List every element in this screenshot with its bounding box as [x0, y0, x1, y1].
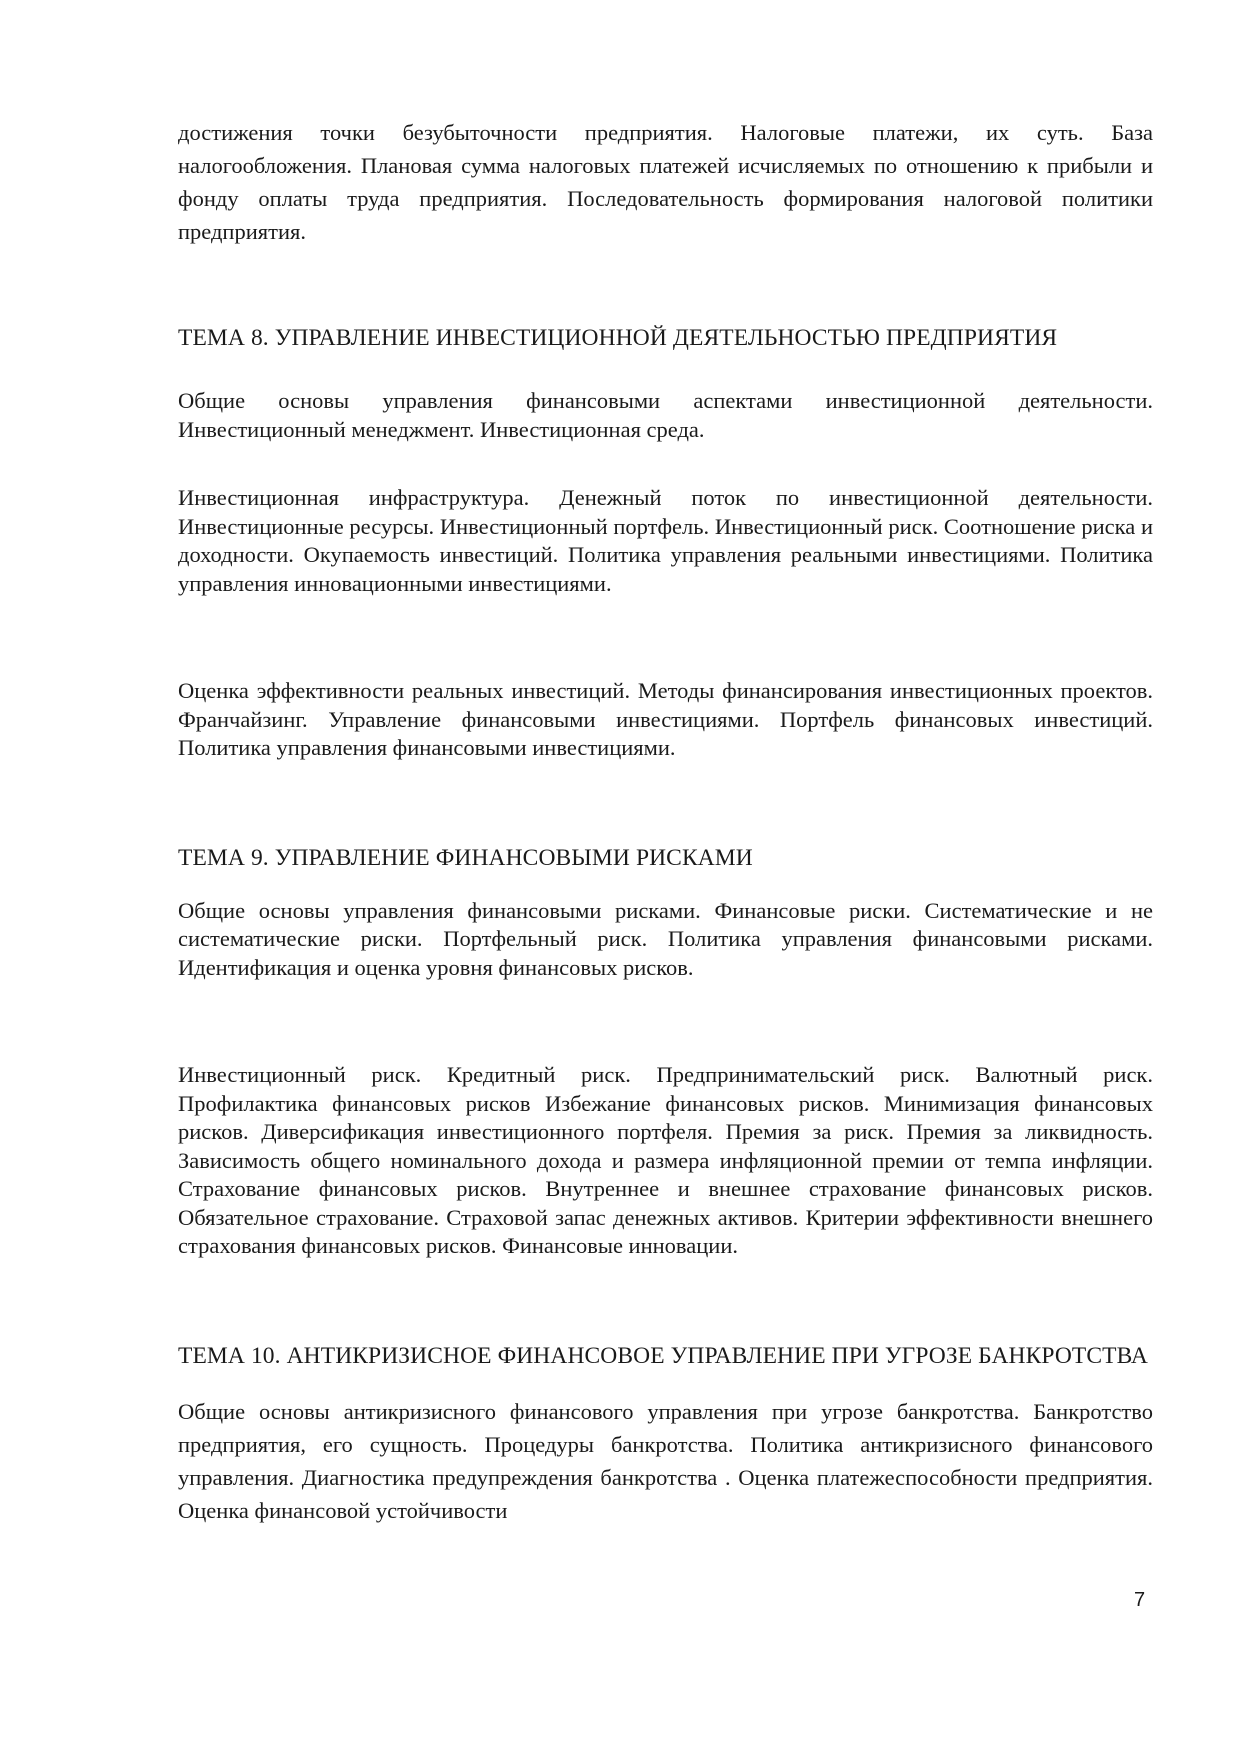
paragraph-investment-basics: Общие основы управления финансовыми аспектами инвестиционной деятельности. Инвестиционный менеджмент. Инвестиционная среда. [178, 388, 1153, 442]
section-heading-topic-8: ТЕМА 8. УПРАВЛЕНИЕ ИНВЕСТИЦИОННОЙ ДЕЯТЕЛЬНОСТЬЮ ПРЕДПРИЯТИЯ [178, 325, 1058, 351]
paragraph-investment-efficiency: Оценка эффективности реальных инвестиций. Методы финансирования инвестиционных проектов. Франчайзинг. Управление финансовыми инвестициями. Портфель финансовых инвестиций. Политика управления финансовыми инвестициями. [178, 678, 1153, 760]
section-heading-topic-10: ТЕМА 10. АНТИКРИЗИСНОЕ ФИНАНСОВОЕ УПРАВЛЕНИЕ ПРИ УГРОЗЕ БАНКРОТСТВА [178, 1342, 1148, 1369]
paragraph-risk-basics: Общие основы управления финансовыми рисками. Финансовые риски. Систематические и не систематические риски. Портфельный риск. Политика управления финансовыми рисками. Идентификация и оценка уровня финансовых рисков. [178, 897, 1153, 980]
paragraph-risk-types: Инвестиционный риск. Кредитный риск. Предпринимательский риск. Валютный риск. Профилактика финансовых рисков Избежание финансовых рисков. Минимизация финансовых рисков. Диверсификация инвестиционного портфеля. Премия за риск. Премия за ликвидность. Зависимость общего номинального дохода и размера инфляционной премии от темпа инфляции. Страхование финансовых рисков. Внутреннее и внешнее страхование финансовых рисков. Обязательное страхование. Страховой запас денежных активов. Критерии эффективности внешнего страхования финансовых рисков. Финансовые инновации. [178, 1062, 1153, 1258]
page-number: 7 [1134, 1589, 1146, 1611]
paragraph-tax-policy: достижения точки безубыточности предприятия. Налоговые платежи, их суть. База налогообложения. Плановая сумма налоговых платежей исчисляемых по отношению к прибыли и фонду оплаты труда предприятия. Последовательность формирования налоговой политики предприятия. [178, 120, 1153, 244]
document-page [178, 116, 1153, 1527]
paragraph-bankruptcy-basics: Общие основы антикризисного финансового управления при угрозе банкротства. Банкротство предприятия, его сущность. Процедуры банкротства. Политика антикризисного финансового управления. Диагностика предупреждения банкротства . Оценка платежеспособности предприятия. Оценка финансовой устойчивости [178, 1398, 1153, 1523]
paragraph-investment-infrastructure: Инвестиционная инфраструктура. Денежный поток по инвестиционной деятельности. Инвестиционные ресурсы. Инвестиционный портфель. Инвестиционный риск. Соотношение риска и доходности. Окупаемость инвестиций. Политика управления реальными инвестициями. Политика управления инновационными инвестициями. [178, 485, 1153, 596]
section-heading-topic-9: ТЕМА 9. УПРАВЛЕНИЕ ФИНАНСОВЫМИ РИСКАМИ [178, 844, 753, 871]
